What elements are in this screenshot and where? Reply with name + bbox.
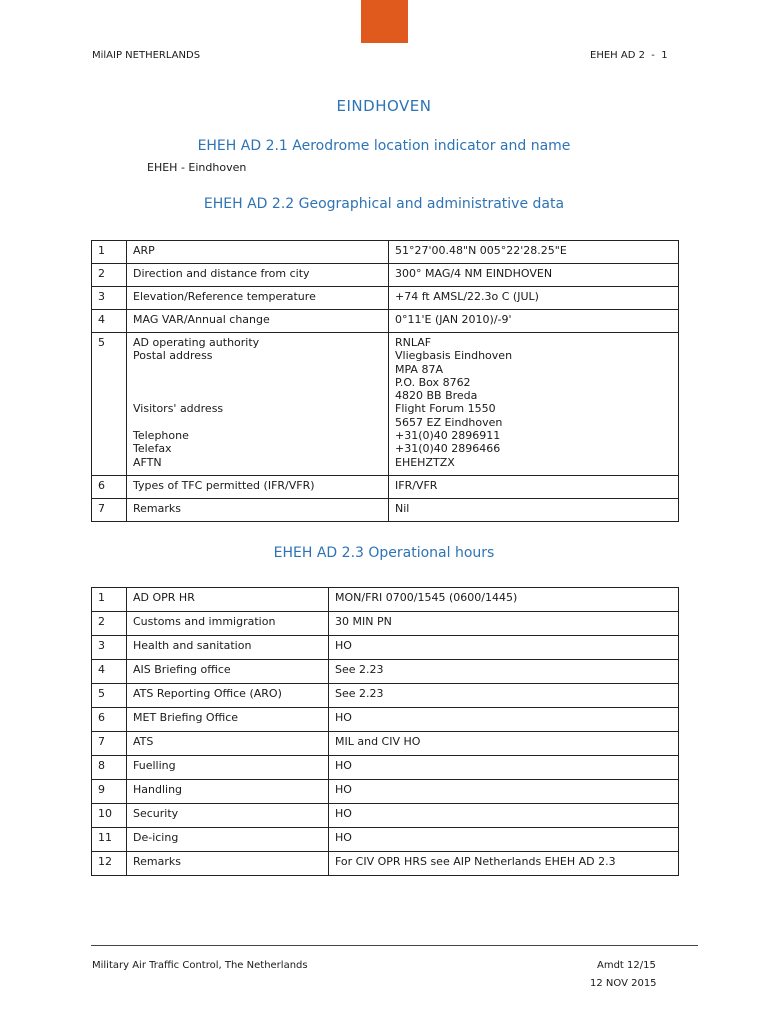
- row-label: Elevation/Reference temperature: [127, 287, 389, 310]
- row-label: AD OPR HR: [127, 588, 329, 612]
- row-value: HO: [329, 780, 679, 804]
- row-label: Remarks: [127, 852, 329, 876]
- row-number: 3: [92, 636, 127, 660]
- row-label: AIS Briefing office: [127, 660, 329, 684]
- table-row: [92, 287, 679, 310]
- table-row: [92, 264, 679, 287]
- row-label: AD operating authority Postal address Visitors' address Telephone Telefax AFTN: [127, 333, 389, 476]
- table-row: [92, 804, 679, 828]
- table-row: [92, 660, 679, 684]
- row-number: 5: [92, 333, 127, 476]
- row-number: 1: [92, 588, 127, 612]
- table-row: [92, 780, 679, 804]
- row-label: MET Briefing Office: [127, 708, 329, 732]
- row-value: 51°27'00.48"N 005°22'28.25"E: [389, 241, 679, 264]
- row-value: HO: [329, 708, 679, 732]
- row-label: Types of TFC permitted (IFR/VFR): [127, 476, 389, 499]
- row-value: 300° MAG/4 NM EINDHOVEN: [389, 264, 679, 287]
- row-value: Nil: [389, 499, 679, 522]
- row-value: For CIV OPR HRS see AIP Netherlands EHEH AD 2.3: [329, 852, 679, 876]
- row-value: RNLAF Vliegbasis Eindhoven MPA 87A P.O. Box 8762 4820 BB Breda Flight Forum 1550 5657 EZ Eindhoven +31(0)40 2896911 +31(0)40 2896466 EHEHZTZX: [389, 333, 679, 476]
- header-page-ref: EHEH AD 2 - 1: [590, 50, 668, 61]
- row-label: De-icing: [127, 828, 329, 852]
- row-label: ATS: [127, 732, 329, 756]
- row-value: HO: [329, 828, 679, 852]
- table-row: [92, 241, 679, 264]
- row-number: 7: [92, 732, 127, 756]
- row-value: IFR/VFR: [389, 476, 679, 499]
- row-number: 7: [92, 499, 127, 522]
- row-number: 9: [92, 780, 127, 804]
- footer-date: 12 NOV 2015: [590, 978, 657, 989]
- row-number: 10: [92, 804, 127, 828]
- row-number: 5: [92, 684, 127, 708]
- row-number: 11: [92, 828, 127, 852]
- row-value: MIL and CIV HO: [329, 732, 679, 756]
- row-value: 0°11'E (JAN 2010)/-9': [389, 310, 679, 333]
- row-label: Handling: [127, 780, 329, 804]
- row-label: Health and sanitation: [127, 636, 329, 660]
- row-number: 3: [92, 287, 127, 310]
- row-label: Direction and distance from city: [127, 264, 389, 287]
- table-row: [92, 612, 679, 636]
- table-row: [92, 333, 679, 476]
- row-number: 6: [92, 708, 127, 732]
- table-row: [92, 852, 679, 876]
- table-row: [92, 310, 679, 333]
- table-row: [92, 756, 679, 780]
- row-value: See 2.23: [329, 660, 679, 684]
- section-heading-2-1: EHEH AD 2.1 Aerodrome location indicator and name: [197, 138, 571, 154]
- row-number: 4: [92, 310, 127, 333]
- table-row: [92, 588, 679, 612]
- table-row: [92, 708, 679, 732]
- row-number: 4: [92, 660, 127, 684]
- footer-publisher: Military Air Traffic Control, The Netherlands: [92, 960, 308, 971]
- row-value: HO: [329, 804, 679, 828]
- footer-divider: [91, 945, 698, 946]
- page-tab-marker: [361, 0, 408, 43]
- row-number: 8: [92, 756, 127, 780]
- page-title: EINDHOVEN: [336, 97, 432, 115]
- row-label: Fuelling: [127, 756, 329, 780]
- table-row: [92, 499, 679, 522]
- row-value: See 2.23: [329, 684, 679, 708]
- row-value: MON/FRI 0700/1545 (0600/1445): [329, 588, 679, 612]
- row-number: 2: [92, 612, 127, 636]
- table-row: [92, 732, 679, 756]
- table-row: [92, 636, 679, 660]
- table-row: [92, 476, 679, 499]
- row-value: HO: [329, 756, 679, 780]
- table-row: [92, 684, 679, 708]
- section-heading-2-3: EHEH AD 2.3 Operational hours: [273, 545, 495, 561]
- row-label: Remarks: [127, 499, 389, 522]
- row-label: MAG VAR/Annual change: [127, 310, 389, 333]
- row-label: ARP: [127, 241, 389, 264]
- row-number: 1: [92, 241, 127, 264]
- row-number: 2: [92, 264, 127, 287]
- row-value: 30 MIN PN: [329, 612, 679, 636]
- row-label: Security: [127, 804, 329, 828]
- section-heading-2-2: EHEH AD 2.2 Geographical and administrative data: [203, 196, 565, 212]
- footer-amendment: Amdt 12/15: [597, 960, 656, 971]
- geo-admin-table: [91, 240, 679, 522]
- row-label: Customs and immigration: [127, 612, 329, 636]
- location-indicator-text: EHEH - Eindhoven: [147, 161, 247, 174]
- operational-hours-table: [91, 587, 679, 876]
- header-publication: MilAIP NETHERLANDS: [92, 50, 201, 61]
- row-value: HO: [329, 636, 679, 660]
- row-value: +74 ft AMSL/22.3o C (JUL): [389, 287, 679, 310]
- row-number: 12: [92, 852, 127, 876]
- table-row: [92, 828, 679, 852]
- row-label: ATS Reporting Office (ARO): [127, 684, 329, 708]
- row-number: 6: [92, 476, 127, 499]
